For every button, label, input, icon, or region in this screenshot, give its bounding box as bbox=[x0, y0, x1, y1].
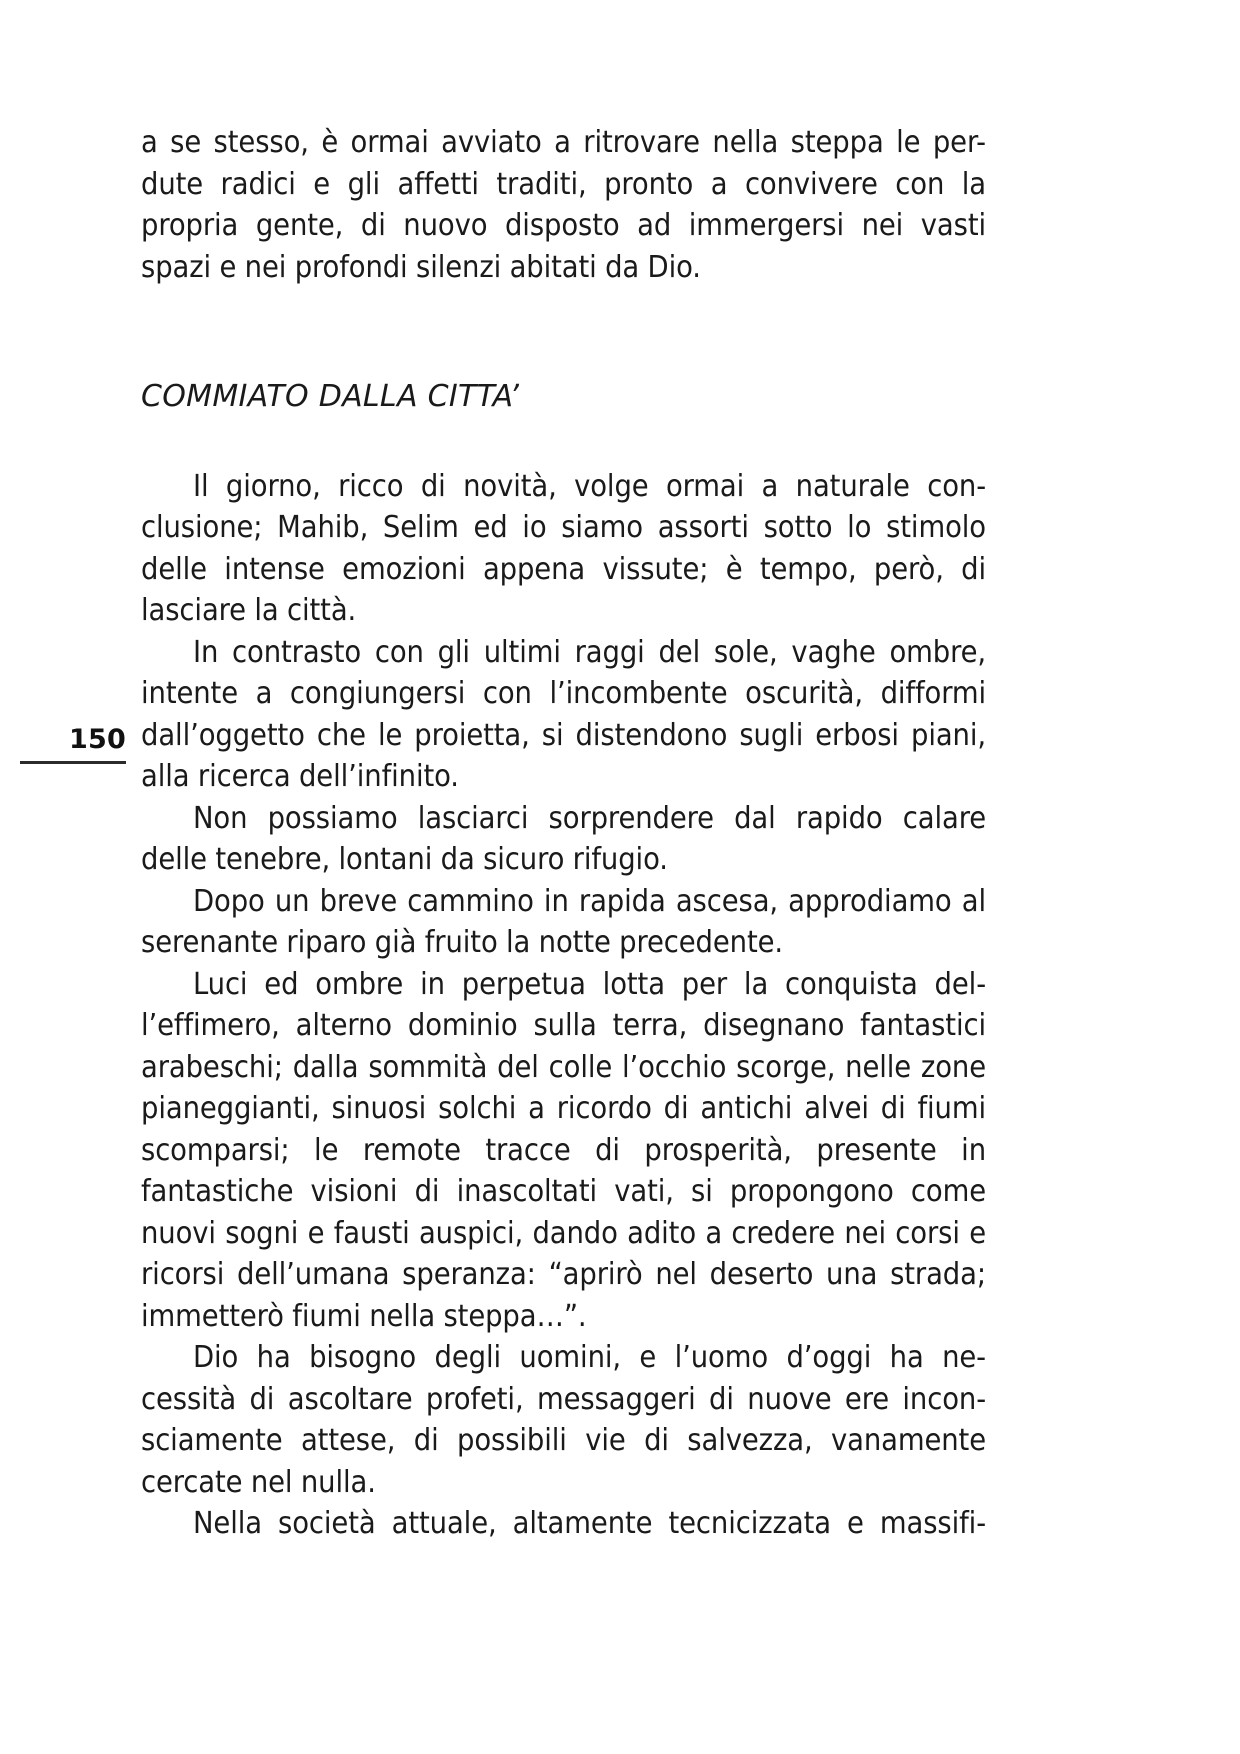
spacer-before-heading bbox=[141, 288, 986, 376]
folio-rule bbox=[20, 761, 126, 764]
spacer-after-heading bbox=[141, 418, 986, 466]
paragraph-3: Non possiamo lasciarci sorprendere dal rapido calare delle tenebre, lontani da sicuro rifugio. bbox=[141, 800, 986, 877]
paragraph-5: Luci ed ombre in perpetua lotta per la conquista del-l’effimero, alterno dominio sulla terra, disegnano fantastici arabeschi; dalla sommità del colle l’occhio scorge, nelle zone pianeggianti, sinuosi solchi a ricordo di antichi alvei di fiumi scomparsi; le remote tracce di prosperità, presente in fantastiche visioni di inascoltati vati, si propongono come nuovi sogni e fausti auspici, dando adito a credere nei corsi e ricorsi dell’umana speranza: “aprirò nel deserto una strada; immetterò fiumi nella steppa…”. bbox=[141, 966, 986, 1334]
section-heading: COMMIATO DALLA CITTA’ bbox=[141, 379, 520, 414]
paragraph-1: Il giorno, ricco di novità, volge ormai a naturale con-clusione; Mahib, Selim ed io siamo assorti sotto lo stimolo delle intense emozioni appena vissute; è tempo, però, di lasciare la città. bbox=[141, 468, 986, 628]
text-column bbox=[141, 122, 986, 1545]
paragraph-carryover: a se stesso, è ormai avviato a ritrovare nella steppa le per-dute radici e gli affetti traditi, pronto a convivere con la propria gente, di nuovo disposto ad immergersi nei vasti spazi e nei profondi silenzi abitati da Dio. bbox=[141, 125, 986, 285]
paragraph-2: In contrasto con gli ultimi raggi del sole, vaghe ombre, intente a congiungersi con l’incombente oscurità, difformi dall’oggetto che le proietta, si distendono sugli erbosi piani, alla ricerca dell’infinito. bbox=[141, 634, 986, 794]
paragraph-6: Dio ha bisogno degli uomini, e l’uomo d’oggi ha ne-cessità di ascoltare profeti, messaggeri di nuove ere incon-sciamente attese, di possibili vie di salvezza, vanamente cercate nel nulla. bbox=[141, 1340, 986, 1500]
folio-block bbox=[20, 724, 126, 764]
paragraph-4: Dopo un breve cammino in rapida ascesa, approdiamo al serenante riparo già fruito la notte precedente. bbox=[141, 883, 986, 960]
paragraph-7: Nella società attuale, altamente tecnicizzata e massifi- bbox=[193, 1506, 986, 1541]
page-number: 150 bbox=[69, 724, 126, 755]
